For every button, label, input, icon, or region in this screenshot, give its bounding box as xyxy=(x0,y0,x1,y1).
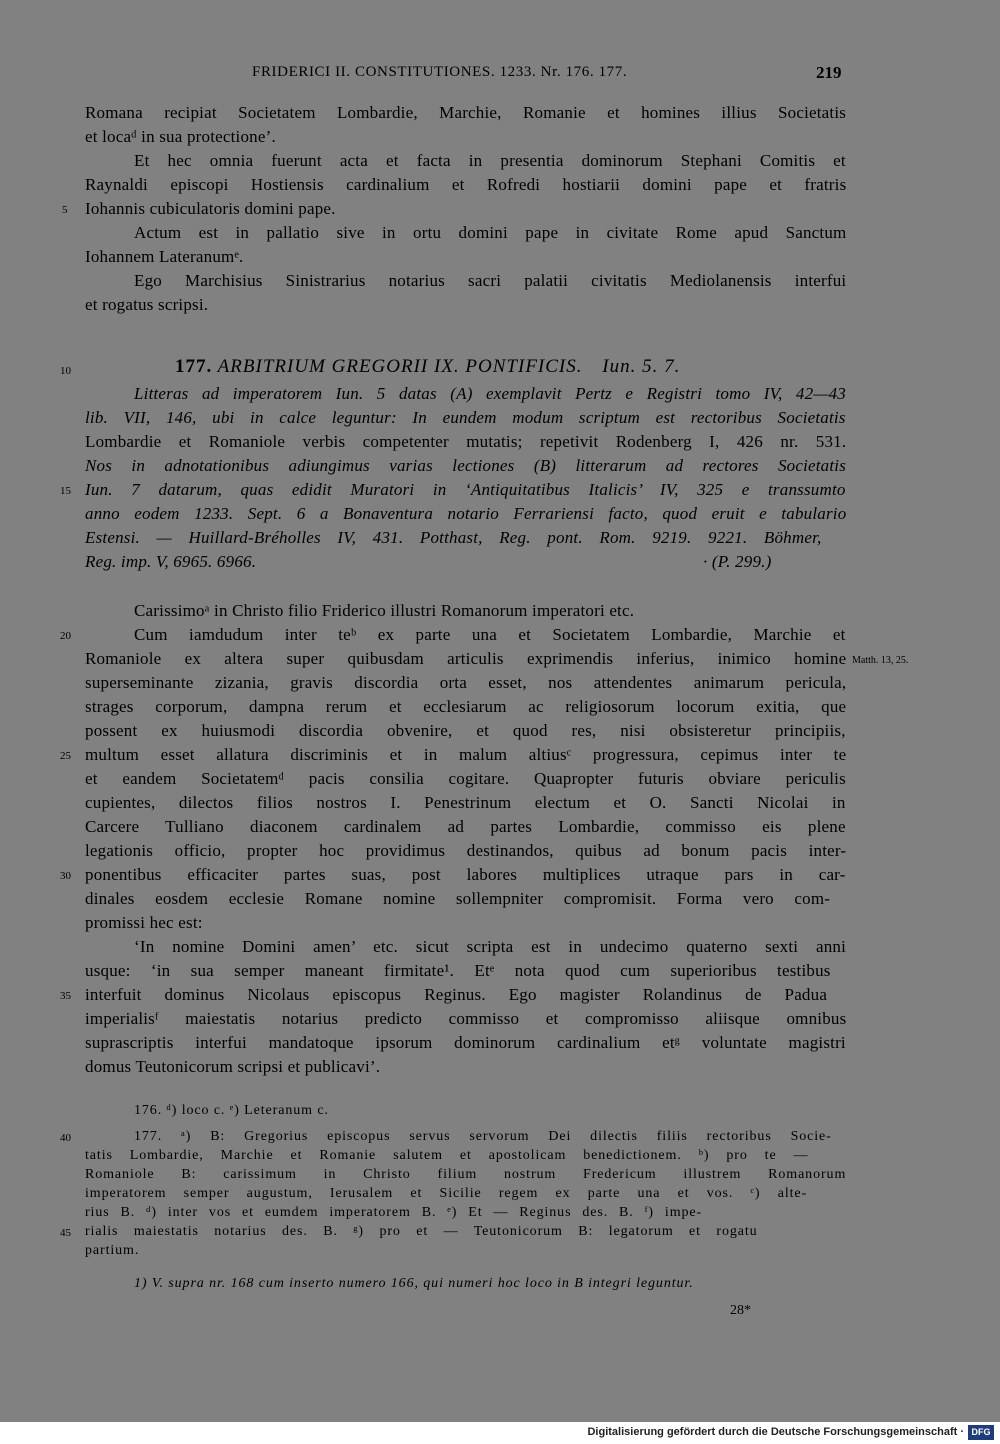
text-line: strages corporum, dampna rerum et ecclesiarum ac religiosorum locorum exitia, que xyxy=(85,697,847,716)
page-number: 219 xyxy=(816,63,842,82)
text-line: et locaᵈ in sua protectione’. xyxy=(85,127,276,146)
text-line: Carissimoᵃ in Christo filio Friderico illustri Romanorum imperatori etc. xyxy=(134,601,635,620)
text-line: Litteras ad imperatorem Iun. 5 datas (A) exemplavit Pertz e Registri tomo IV, 42—43 xyxy=(134,384,847,403)
text-line: Iohannis cubiculatoris domini pape. xyxy=(85,199,336,218)
text-line: ponentibus efficaciter partes suas, post labores multiplices utraque pars in car- xyxy=(85,865,846,884)
footnote-line: 176. ᵈ) loco c. ᵉ) Leteranum c. xyxy=(134,1103,329,1118)
text-line: Lombardie et Romaniole verbis competenter mutatis; repetivit Rodenberg I, 426 nr. 531. xyxy=(85,432,847,451)
text-line: Iun. 7 datarum, quas edidit Muratori in ‘Antiquitatibus Italicis’ IV, 325 e transsumto xyxy=(85,480,846,499)
line-number: 10 xyxy=(60,365,71,377)
text-line: usque: ‘in sua semper maneant firmitate¹. Etᵉ nota quod cum superioribus testibus xyxy=(85,961,831,980)
line-number: 30 xyxy=(60,870,71,882)
line-number: 35 xyxy=(60,990,71,1002)
text-line: multum esset allatura discriminis et in malum altiusᶜ progressura, cepimus inter te xyxy=(85,745,847,764)
text-line: Actum est in pallatio sive in ortu domini pape in civitate Rome apud Sanctum xyxy=(134,223,847,242)
text-line: Romana recipiat Societatem Lombardie, Marchie, Romanie et homines illius Societatis xyxy=(85,103,847,122)
running-header: FRIDERICI II. CONSTITUTIONES. 1233. Nr. 176. 177. xyxy=(252,64,628,80)
text-line: Reg. imp. V, 6965. 6966. xyxy=(85,552,257,571)
text-line: domus Teutonicorum scripsi et publicavi’. xyxy=(85,1057,381,1076)
document-title xyxy=(175,356,680,378)
text-line: Romaniole ex altera super quibusdam articulis exprimendis inferius, inimico homine xyxy=(85,649,847,668)
document-title-text: ARBITRIUM GREGORII IX. PONTIFICIS. xyxy=(217,356,583,377)
footer-bar xyxy=(0,1422,1000,1444)
funding-notice[interactable]: Digitalisierung gefördert durch die Deutsche Forschungsgemeinschaft · xyxy=(587,1426,964,1438)
footnote-line: rius B. ᵈ) inter vos et eumdem imperatorem B. ᵉ) Et — Reginus des. B. ᶠ) impe- xyxy=(85,1205,703,1220)
dfg-logo[interactable]: DFG xyxy=(968,1425,994,1440)
footnote-line: 1) V. supra nr. 168 cum inserto numero 166, qui numeri hoc loco in B integri leguntur. xyxy=(134,1276,694,1291)
document-number: 177. xyxy=(175,356,213,377)
text-line: Nos in adnotationibus adiungimus varias lectiones (B) litterarum ad rectores Societatis xyxy=(85,456,847,475)
line-number: 25 xyxy=(60,750,71,762)
signature-mark: 28* xyxy=(730,1303,751,1318)
text-line: et rogatus scripsi. xyxy=(85,295,209,314)
line-number: 15 xyxy=(60,485,71,497)
text-line: superseminante zizania, gravis discordia orta esset, nos attendentes animarum pericula, xyxy=(85,673,847,692)
text-line: Cum iamdudum inter teᵇ ex parte una et Societatem Lombardie, Marchie et xyxy=(134,625,846,644)
footnote-line: 177. ᵃ) B: Gregorius episcopus servus servorum Dei dilectis filiis rectoribus Socie- xyxy=(134,1129,832,1144)
text-line: Iohannem Lateranumᵉ. xyxy=(85,247,244,266)
text-line: legationis officio, propter hoc providimus destinandos, quibus ad bonum pacis inter- xyxy=(85,841,847,860)
text-line: et eandem Societatemᵈ pacis consilia cogitare. Quapropter futuris obviare periculis xyxy=(85,769,846,788)
document-date: Iun. 5. 7. xyxy=(602,356,681,377)
text-line: Estensi. — Huillard-Bréholles IV, 431. Potthast, Reg. pont. Rom. 9219. 9221. Böhmer, xyxy=(85,528,822,547)
line-number: 20 xyxy=(60,630,71,642)
text-line: interfuit dominus Nicolaus episcopus Reginus. Ego magister Rolandinus de Padua xyxy=(85,985,828,1004)
text-line: cupientes, dilectos filios nostros I. Penestrinum electum et O. Sancti Nicolai in xyxy=(85,793,846,812)
footnote-line: Romaniole B: carissimum in Christo filium nostrum Fredericum illustrem Romanorum xyxy=(85,1167,847,1182)
text-line: Carcere Tulliano diaconem cardinalem ad partes Lombardie, commisso eis plene xyxy=(85,817,846,836)
footnote-line: rialis maiestatis notarius des. B. ᵍ) pro et — Teutonicorum B: legatorum et rogatu xyxy=(85,1224,758,1239)
reference-note: · (P. 299.) xyxy=(703,552,772,571)
text-line: anno eodem 1233. Sept. 6 a Bonaventura notario Ferrariensi facto, quod eruit e tabulario xyxy=(85,504,847,523)
text-line: Raynaldi episcopi Hostiensis cardinalium et Rofredi hostiarii domini pape et fratris xyxy=(85,175,847,194)
line-number: 40 xyxy=(60,1132,71,1144)
line-number: 45 xyxy=(60,1227,71,1239)
line-number: 5 xyxy=(62,204,68,216)
margin-citation: Matth. 13, 25. xyxy=(852,655,909,666)
text-line: lib. VII, 146, ubi in calce leguntur: In eundem modum scriptum est rectoribus Societatis xyxy=(85,408,846,427)
text-line: dinales eosdem ecclesie Romane nomine sollempniter compromisit. Forma vero com- xyxy=(85,889,831,908)
text-line: possent ex huiusmodi discordia obvenire, et quod res, nisi obsisteretur principiis, xyxy=(85,721,846,740)
text-line: Et hec omnia fuerunt acta et facta in presentia dominorum Stephani Comitis et xyxy=(134,151,846,170)
text-line: suprascriptis interfui mandatoque ipsorum dominorum cardinalium etᵍ voluntate magistri xyxy=(85,1033,846,1052)
footnote-line: tatis Lombardie, Marchie et Romanie salutem et apostolicam benedictionem. ᵇ) pro te — xyxy=(85,1148,809,1163)
text-line: Ego Marchisius Sinistrarius notarius sacri palatii civitatis Mediolanensis interfui xyxy=(134,271,847,290)
footnote-line: partium. xyxy=(85,1243,140,1258)
text-line: imperialisᶠ maiestatis notarius predicto commisso et compromisso aliisque omnibus xyxy=(85,1009,847,1028)
text-line: ‘In nomine Domini amen’ etc. sicut scripta est in undecimo quaterno sexti anni xyxy=(134,937,847,956)
footnote-line: imperatorem semper augustum, Ierusalem et Sicilie regem ex parte una et vos. ᶜ) alte- xyxy=(85,1186,808,1201)
text-line: promissi hec est: xyxy=(85,913,203,932)
